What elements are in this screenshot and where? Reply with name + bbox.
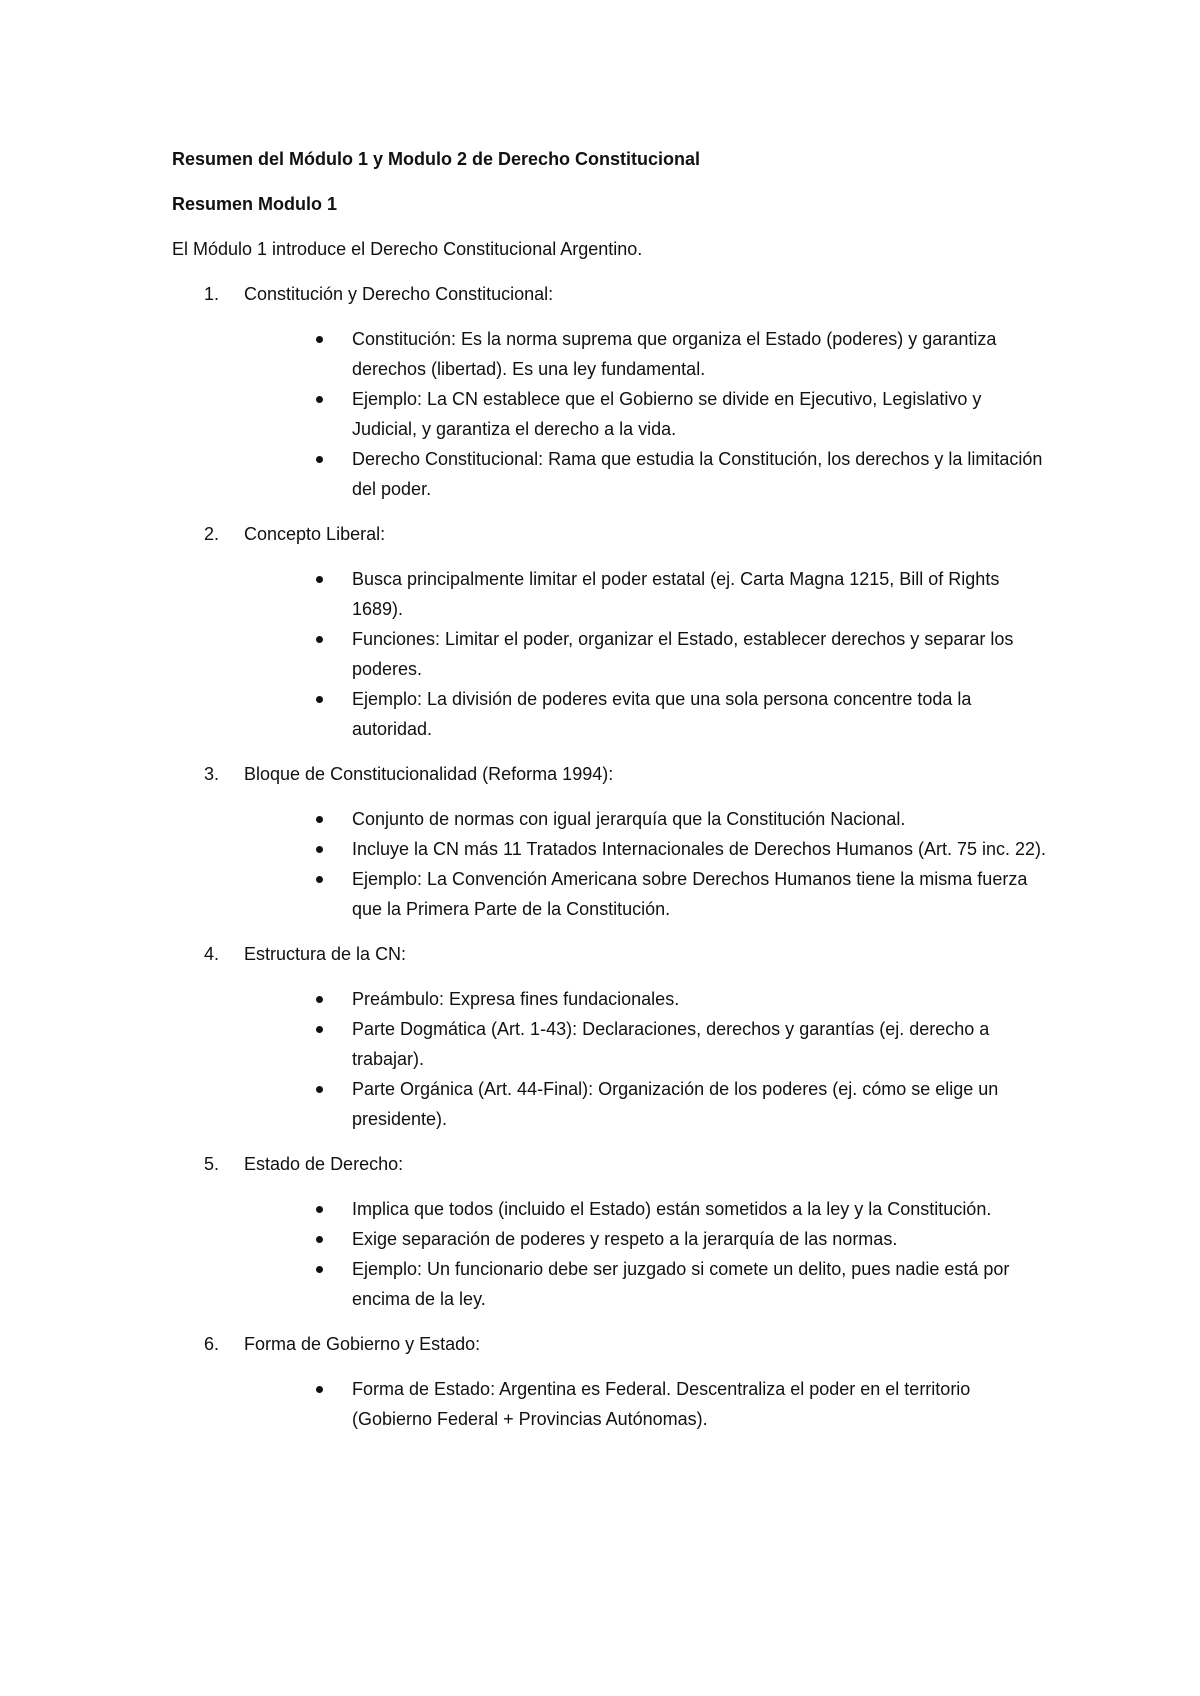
section-item [172, 279, 1052, 504]
bullet-list [172, 1374, 1052, 1434]
bullet-icon [316, 996, 323, 1003]
section-item [172, 939, 1052, 1134]
bullet-text: Ejemplo: La CN establece que el Gobierno se divide en Ejecutivo, Legislativo y Judicial, y garantiza el derecho a la vida. [352, 389, 982, 439]
document-title: Resumen del Módulo 1 y Modulo 2 de Derecho Constitucional [172, 149, 701, 169]
section-number: 3. [204, 764, 220, 784]
bullet-text: Implica que todos (incluido el Estado) están sometidos a la ley y la Constitución. [352, 1199, 992, 1219]
bullet-text: Ejemplo: La división de poderes evita que una sola persona concentre toda la autoridad. [352, 689, 972, 739]
bullet-text: Busca principalmente limitar el poder estatal (ej. Carta Magna 1215, Bill of Rights 1689). [352, 569, 1000, 619]
bullet-item [172, 804, 1047, 834]
bullet-list [172, 984, 1052, 1134]
bullet-item [172, 1194, 1047, 1224]
bullet-item [172, 684, 1047, 744]
bullet-list [172, 324, 1052, 504]
bullet-item [172, 444, 1047, 504]
bullet-list [172, 804, 1052, 924]
section-heading-text: Estado de Derecho: [244, 1154, 404, 1174]
bullet-icon [316, 1206, 323, 1213]
section-list [172, 279, 1052, 1434]
bullet-icon [316, 336, 323, 343]
section-heading-text: Forma de Gobierno y Estado: [244, 1334, 481, 1354]
section-number: 6. [204, 1334, 220, 1354]
bullet-item [172, 384, 1047, 444]
bullet-icon [316, 696, 323, 703]
intro-paragraph: El Módulo 1 introduce el Derecho Constitucional Argentino. [172, 239, 643, 259]
bullet-list [172, 564, 1052, 744]
section-heading-text: Constitución y Derecho Constitucional: [244, 284, 554, 304]
section-heading [172, 1149, 1052, 1179]
module-title: Resumen Modulo 1 [172, 194, 338, 214]
bullet-text: Parte Orgánica (Art. 44-Final): Organización de los poderes (ej. cómo se elige un presidente). [352, 1079, 999, 1129]
section-heading [172, 939, 1052, 969]
bullet-text: Constitución: Es la norma suprema que organiza el Estado (poderes) y garantiza derechos (libertad). Es una ley fundamental. [352, 329, 997, 379]
section-item [172, 759, 1052, 924]
bullet-item [172, 1074, 1047, 1134]
section-number: 2. [204, 524, 220, 544]
section-heading-text: Estructura de la CN: [244, 944, 407, 964]
document-page [172, 144, 1052, 1449]
section-heading [172, 759, 1052, 789]
section-item [172, 1329, 1052, 1434]
bullet-item [172, 834, 1047, 864]
bullet-text: Incluye la CN más 11 Tratados Internacionales de Derechos Humanos (Art. 75 inc. 22). [352, 839, 1047, 859]
bullet-icon [316, 396, 323, 403]
bullet-item [172, 624, 1047, 684]
section-heading [172, 1329, 1052, 1359]
section-number: 1. [204, 284, 220, 304]
bullet-text: Funciones: Limitar el poder, organizar el Estado, establecer derechos y separar los poderes. [352, 629, 1014, 679]
bullet-icon [316, 1266, 323, 1273]
bullet-item [172, 1374, 1047, 1434]
bullet-text: Ejemplo: Un funcionario debe ser juzgado si comete un delito, pues nadie está por encima de la ley. [352, 1259, 1010, 1309]
bullet-icon [316, 816, 323, 823]
bullet-icon [316, 636, 323, 643]
bullet-text: Parte Dogmática (Art. 1-43): Declaraciones, derechos y garantías (ej. derecho a trabajar). [352, 1019, 990, 1069]
section-number: 5. [204, 1154, 220, 1174]
section-heading [172, 279, 1052, 309]
bullet-item [172, 1224, 1047, 1254]
bullet-icon [316, 576, 323, 583]
bullet-icon [316, 1386, 323, 1393]
bullet-icon [316, 846, 323, 853]
section-item [172, 1149, 1052, 1314]
bullet-text: Conjunto de normas con igual jerarquía que la Constitución Nacional. [352, 809, 906, 829]
bullet-icon [316, 1026, 323, 1033]
bullet-item [172, 564, 1047, 624]
bullet-item [172, 1014, 1047, 1074]
section-number: 4. [204, 944, 220, 964]
bullet-icon [316, 876, 323, 883]
bullet-item [172, 984, 1047, 1014]
bullet-item [172, 864, 1047, 924]
bullet-item [172, 324, 1047, 384]
section-heading [172, 519, 1052, 549]
bullet-text: Preámbulo: Expresa fines fundacionales. [352, 989, 680, 1009]
bullet-list [172, 1194, 1052, 1314]
bullet-text: Derecho Constitucional: Rama que estudia la Constitución, los derechos y la limitación del poder. [352, 449, 1043, 499]
bullet-text: Exige separación de poderes y respeto a la jerarquía de las normas. [352, 1229, 898, 1249]
section-item [172, 519, 1052, 744]
section-heading-text: Bloque de Constitucionalidad (Reforma 1994): [244, 764, 614, 784]
bullet-icon [316, 456, 323, 463]
bullet-text: Ejemplo: La Convención Americana sobre Derechos Humanos tiene la misma fuerza que la Primera Parte de la Constitución. [352, 869, 1028, 919]
bullet-item [172, 1254, 1047, 1314]
bullet-text: Forma de Estado: Argentina es Federal. Descentraliza el poder en el territorio (Gobierno Federal + Provincias Autónomas). [352, 1379, 971, 1429]
bullet-icon [316, 1236, 323, 1243]
bullet-icon [316, 1086, 323, 1093]
section-heading-text: Concepto Liberal: [244, 524, 386, 544]
